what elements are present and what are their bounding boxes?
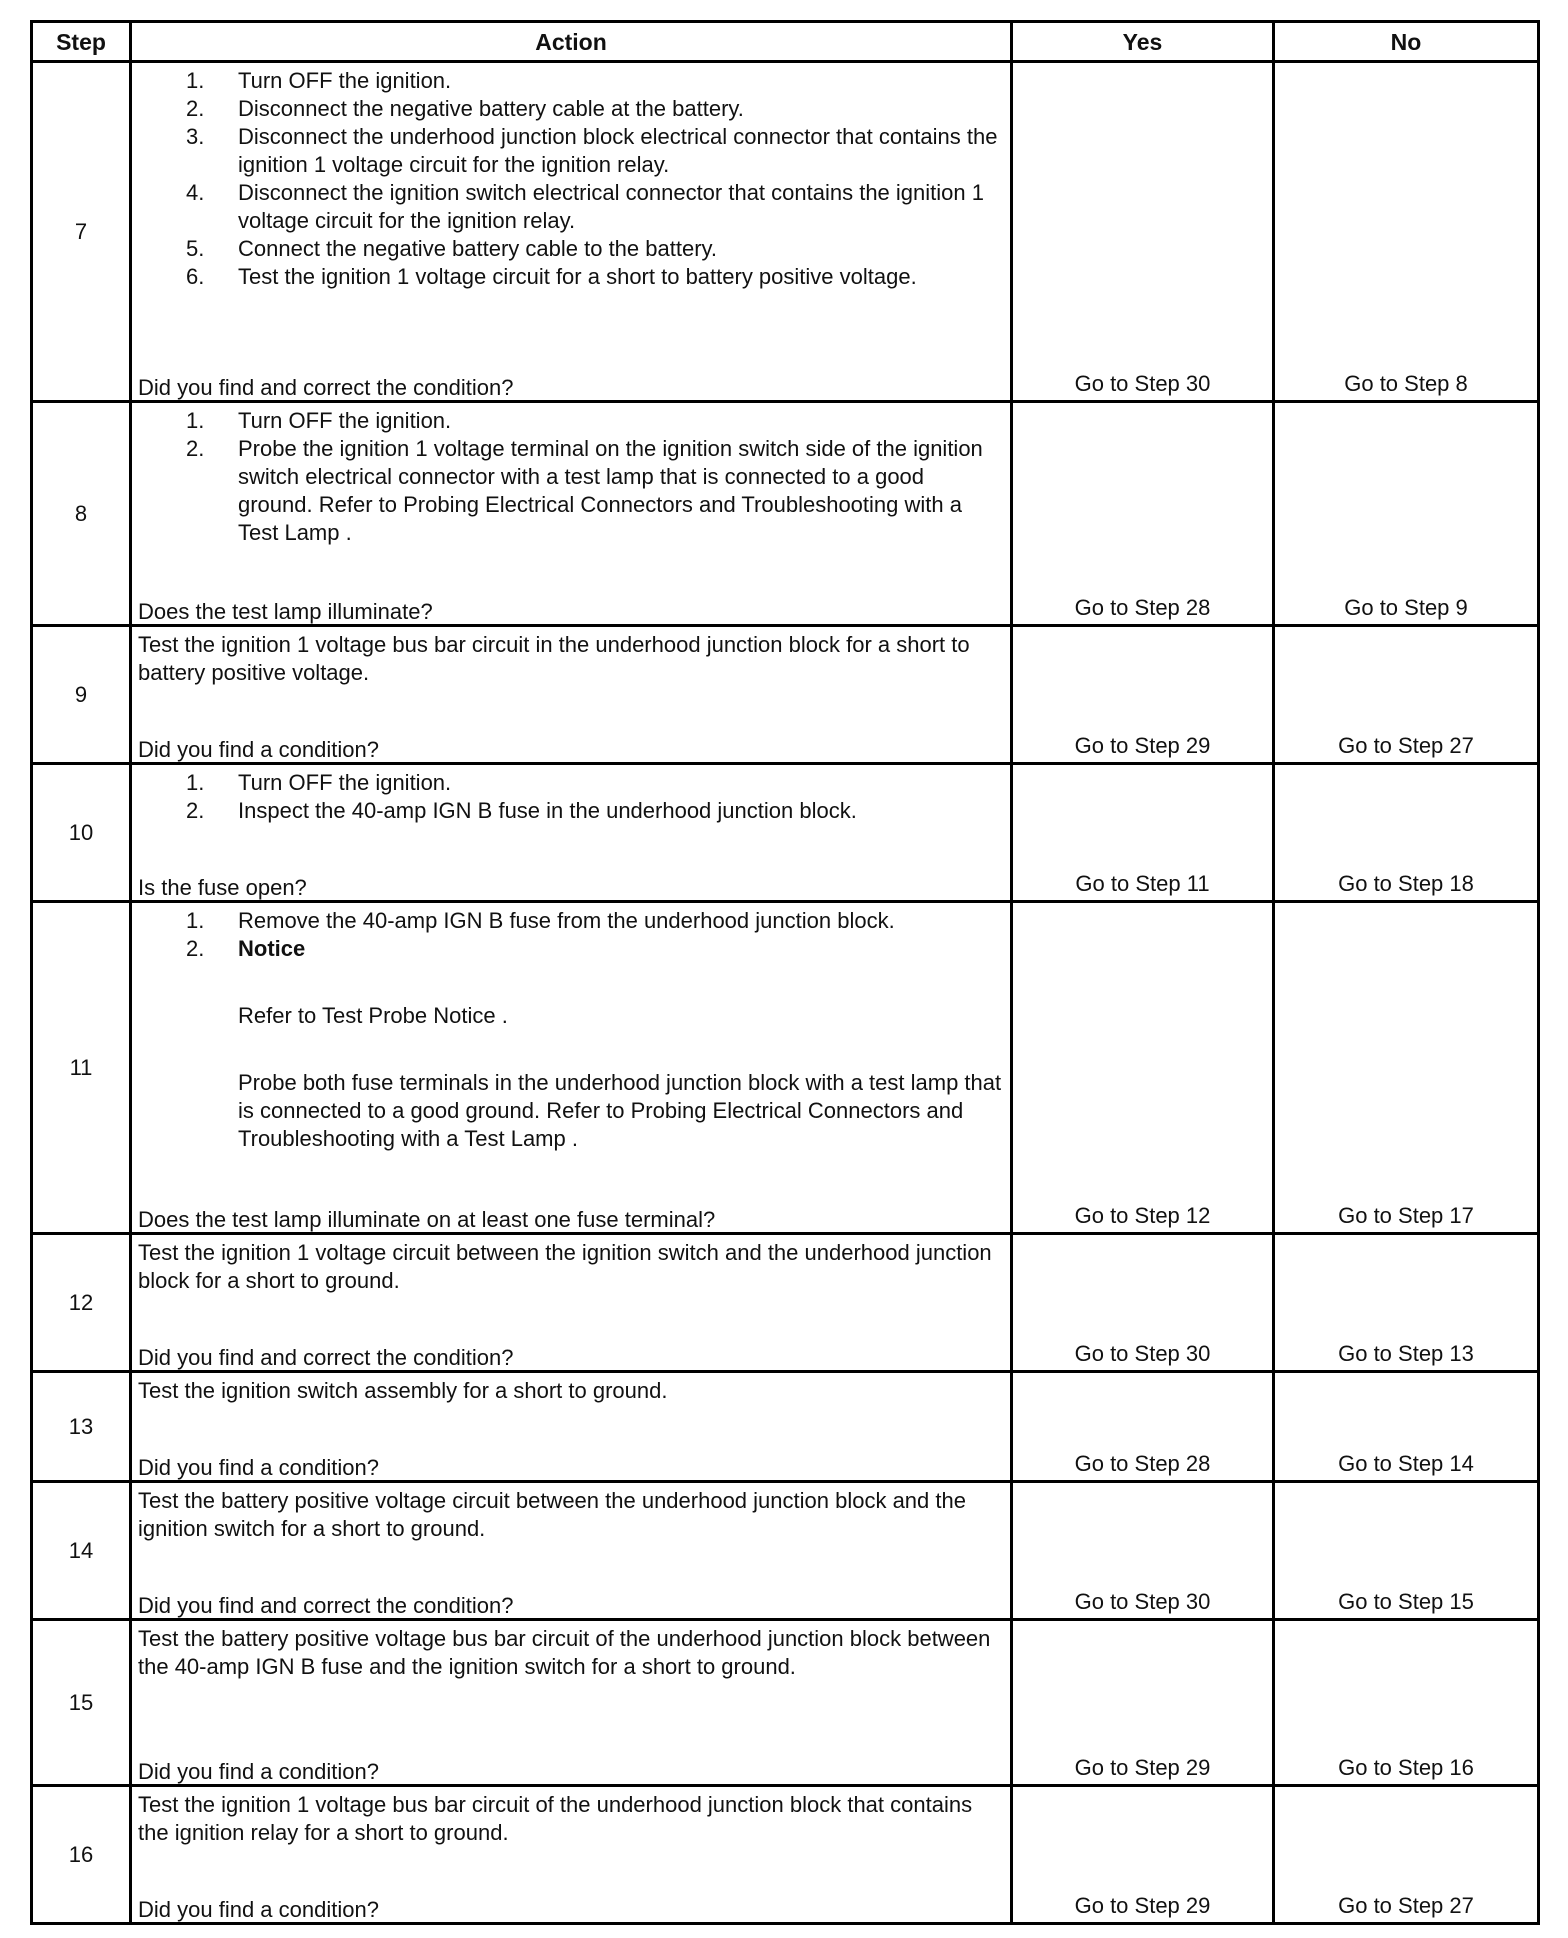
- action-text: Test the ignition 1 voltage bus bar circuit of the underhood junction block that contains the ignition relay for a short to ground.: [138, 1792, 973, 1845]
- step-number: 11: [32, 902, 131, 1234]
- list-item: [138, 95, 1002, 123]
- table-row: [32, 1372, 1539, 1482]
- action-cell: [131, 764, 1012, 902]
- probe-instruction: Probe both fuse terminals in the underhood junction block with a test lamp that is connected to a good ground. Refer to Probing Electrical Connectors and Troubleshooting with a Test Lamp .: [238, 1070, 1002, 1151]
- diagnostic-table: [30, 20, 1540, 1925]
- item-text: Turn OFF the ignition.: [238, 770, 452, 795]
- question: Did you find a condition?: [138, 1897, 379, 1922]
- table-row: [32, 902, 1539, 1234]
- item-number: 6.: [186, 264, 205, 289]
- item-text: Disconnect the underhood junction block electrical connector that contains the ignition 1 voltage circuit for the ignition relay.: [238, 124, 998, 177]
- yes-target: Go to Step 28: [1012, 1372, 1274, 1482]
- action-text: Test the ignition 1 voltage circuit between the ignition switch and the underhood junction block for a short to ground.: [138, 1240, 992, 1293]
- item-text: Inspect the 40-amp IGN B fuse in the underhood junction block.: [238, 798, 857, 823]
- item-text: Turn OFF the ignition.: [238, 408, 452, 433]
- list-item: [138, 123, 1002, 179]
- action-cell: [131, 626, 1012, 764]
- question: Did you find a condition?: [138, 1759, 379, 1784]
- action-cell: [131, 402, 1012, 626]
- list-item: [138, 797, 1002, 825]
- step-number: 7: [32, 62, 131, 402]
- question: Is the fuse open?: [138, 875, 307, 900]
- action-text: Test the battery positive voltage circuit between the underhood junction block and the ignition switch for a short to ground.: [138, 1488, 966, 1541]
- item-text: Connect the negative battery cable to the battery.: [238, 236, 718, 261]
- item-text: Turn OFF the ignition.: [238, 68, 452, 93]
- question: Did you find a condition?: [138, 737, 379, 762]
- no-target: Go to Step 9: [1274, 402, 1539, 626]
- list-item: [138, 179, 1002, 235]
- list-item: [138, 235, 1002, 263]
- table-row: [32, 1482, 1539, 1620]
- header-step: Step: [32, 22, 131, 62]
- action-text: Test the ignition switch assembly for a short to ground.: [138, 1378, 668, 1403]
- list-item: [138, 407, 1002, 435]
- item-number: 1.: [186, 68, 205, 93]
- yes-target: Go to Step 30: [1012, 62, 1274, 402]
- question: Did you find and correct the condition?: [138, 1593, 514, 1618]
- question: Did you find and correct the condition?: [138, 1345, 514, 1370]
- item-text: Test the ignition 1 voltage circuit for a short to battery positive voltage.: [238, 264, 917, 289]
- item-number: 2.: [186, 936, 205, 961]
- table-row: [32, 1620, 1539, 1786]
- no-target: Go to Step 16: [1274, 1620, 1539, 1786]
- item-number: 2.: [186, 798, 205, 823]
- notice-heading: Notice: [238, 936, 306, 961]
- question: Does the test lamp illuminate?: [138, 599, 433, 624]
- table-row: [32, 626, 1539, 764]
- item-number: 2.: [186, 96, 205, 121]
- item-number: 1.: [186, 408, 205, 433]
- yes-target: Go to Step 29: [1012, 1620, 1274, 1786]
- table-row: [32, 62, 1539, 402]
- yes-target: Go to Step 11: [1012, 764, 1274, 902]
- table-row: [32, 1234, 1539, 1372]
- yes-target: Go to Step 29: [1012, 626, 1274, 764]
- yes-target: Go to Step 28: [1012, 402, 1274, 626]
- no-target: Go to Step 27: [1274, 1786, 1539, 1924]
- item-number: 1.: [186, 908, 205, 933]
- no-target: Go to Step 8: [1274, 62, 1539, 402]
- header-action: Action: [131, 22, 1012, 62]
- list-item: [138, 263, 1002, 291]
- item-text: Probe the ignition 1 voltage terminal on the ignition switch side of the ignition switch electrical connector with a test lamp that is connected to a good ground. Refer to Probing Electrical Connectors and Troubleshooting with a Test Lamp .: [238, 436, 983, 545]
- question: Did you find a condition?: [138, 1455, 379, 1480]
- yes-target: Go to Step 30: [1012, 1482, 1274, 1620]
- step-number: 10: [32, 764, 131, 902]
- header-row: [32, 22, 1539, 62]
- action-cell: [131, 1234, 1012, 1372]
- table-row: [32, 402, 1539, 626]
- action-cell: [131, 1620, 1012, 1786]
- item-number: 1.: [186, 770, 205, 795]
- item-number: 5.: [186, 236, 205, 261]
- action-cell: [131, 1482, 1012, 1620]
- step-number: 8: [32, 402, 131, 626]
- item-number: 2.: [186, 436, 205, 461]
- action-cell: [131, 902, 1012, 1234]
- yes-target: Go to Step 30: [1012, 1234, 1274, 1372]
- step-number: 13: [32, 1372, 131, 1482]
- list-item: [138, 435, 1002, 547]
- no-target: Go to Step 15: [1274, 1482, 1539, 1620]
- item-text: Remove the 40-amp IGN B fuse from the underhood junction block.: [238, 908, 895, 933]
- notice-reference: Refer to Test Probe Notice .: [238, 1003, 508, 1028]
- table-row: [32, 1786, 1539, 1924]
- no-target: Go to Step 13: [1274, 1234, 1539, 1372]
- list-item: [138, 935, 1002, 963]
- item-text: Disconnect the ignition switch electrical connector that contains the ignition 1 voltage circuit for the ignition relay.: [238, 180, 984, 233]
- no-target: Go to Step 17: [1274, 902, 1539, 1234]
- step-number: 16: [32, 1786, 131, 1924]
- list-item: [138, 769, 1002, 797]
- no-target: Go to Step 27: [1274, 626, 1539, 764]
- no-target: Go to Step 14: [1274, 1372, 1539, 1482]
- step-number: 15: [32, 1620, 131, 1786]
- action-text: Test the ignition 1 voltage bus bar circuit in the underhood junction block for a short to battery positive voltage.: [138, 632, 970, 685]
- header-yes: Yes: [1012, 22, 1274, 62]
- action-text: Test the battery positive voltage bus bar circuit of the underhood junction block between the 40-amp IGN B fuse and the ignition switch for a short to ground.: [138, 1626, 991, 1679]
- list-item: [138, 67, 1002, 95]
- action-cell: [131, 1786, 1012, 1924]
- step-number: 9: [32, 626, 131, 764]
- item-number: 3.: [186, 124, 205, 149]
- no-target: Go to Step 18: [1274, 764, 1539, 902]
- list-item: [138, 907, 1002, 935]
- item-text: Disconnect the negative battery cable at the battery.: [238, 96, 744, 121]
- action-cell: [131, 1372, 1012, 1482]
- table-row: [32, 764, 1539, 902]
- yes-target: Go to Step 29: [1012, 1786, 1274, 1924]
- step-number: 14: [32, 1482, 131, 1620]
- action-cell: [131, 62, 1012, 402]
- item-number: 4.: [186, 180, 205, 205]
- question: Does the test lamp illuminate on at least one fuse terminal?: [138, 1207, 716, 1232]
- yes-target: Go to Step 12: [1012, 902, 1274, 1234]
- step-number: 12: [32, 1234, 131, 1372]
- header-no: No: [1274, 22, 1539, 62]
- question: Did you find and correct the condition?: [138, 375, 514, 400]
